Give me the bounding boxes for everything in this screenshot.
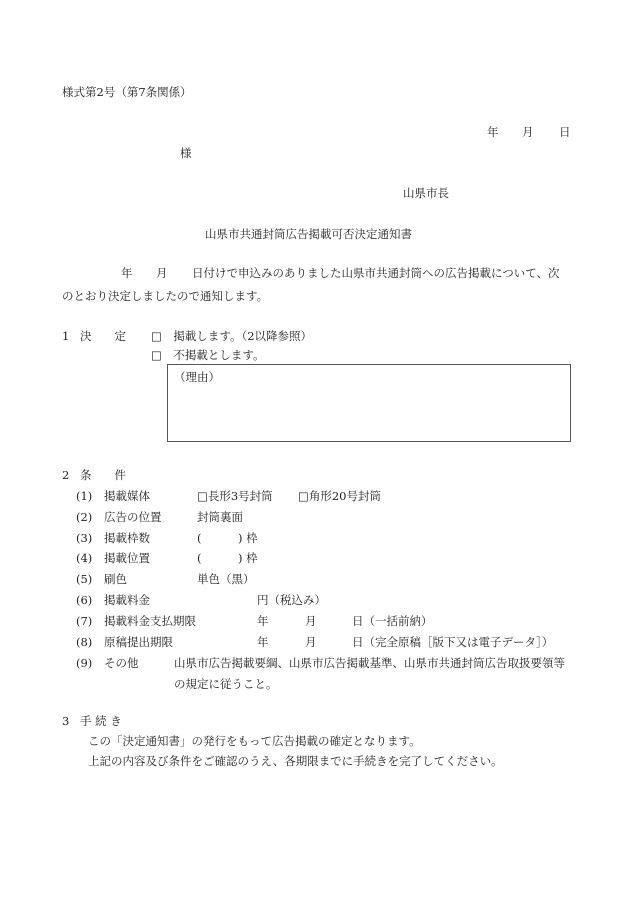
procedure-line-1: この「決定通知書」の発行をもって広告掲載の確定となります。	[88, 734, 421, 748]
cond-label: 刷色	[104, 572, 127, 586]
section2-heading: 条 件	[80, 468, 126, 482]
cond-paren-open: (	[197, 531, 202, 545]
section1-heading: 決 定	[80, 329, 126, 343]
cond-label: その他	[104, 656, 139, 670]
cond-value: 山県市広告掲載要綱、山県市広告掲載基準、山県市共通封筒広告取扱要領等	[174, 656, 565, 670]
cond-value: 封筒裏面	[197, 510, 243, 524]
option-publish-checkbox[interactable]: □ 掲載します。（2以降参照）	[151, 329, 313, 343]
option-not-publish-checkbox[interactable]: □ 不掲載とします。	[151, 348, 265, 362]
cond-num: (8)	[76, 635, 93, 649]
section1-number: 1	[62, 329, 70, 343]
cond-label: 掲載料金支払期限	[104, 614, 196, 628]
reason-label: （理由）	[174, 370, 220, 384]
cond-day: 日（完全原稿［版下又は電子データ］）	[352, 635, 554, 649]
cond-value-cont: の規定に従うこと。	[174, 677, 278, 691]
cond-label: 掲載料金	[104, 593, 150, 607]
intro-year: 年	[121, 266, 133, 280]
media-kaku20-checkbox[interactable]: □角形20号封筒	[298, 489, 381, 503]
cond-year: 年	[257, 635, 269, 649]
document-title: 山県市共通封筒広告掲載可否決定通知書	[205, 227, 412, 241]
date-month: 月	[522, 125, 534, 139]
cond-label: 広告の位置	[104, 510, 162, 524]
issuer: 山県市長	[403, 186, 449, 200]
cond-num: (7)	[76, 614, 93, 628]
cond-label: 掲載媒体	[104, 489, 150, 503]
cond-value: 円（税込み）	[257, 593, 326, 607]
cond-num: (5)	[76, 572, 93, 586]
section3-number: 3	[62, 714, 70, 728]
section3-heading: 手 続 き	[80, 714, 122, 728]
cond-num: (1)	[76, 489, 93, 503]
form-number: 様式第2号（第7条関係）	[62, 85, 192, 99]
intro-month: 月	[156, 266, 168, 280]
addressee-suffix: 様	[180, 146, 192, 160]
cond-paren-close: ) 枠	[238, 531, 258, 545]
cond-label: 掲載位置	[104, 551, 150, 565]
media-long3-checkbox[interactable]: □長形3号封筒	[197, 489, 273, 503]
procedure-line-2: 上記の内容及び条件をご確認のうえ、各期限までに手続きを完了してください。	[88, 754, 503, 768]
cond-month: 月	[305, 614, 317, 628]
section2-number: 2	[62, 468, 70, 482]
cond-paren-open: (	[197, 551, 202, 565]
cond-day: 日（一括前納）	[352, 614, 433, 628]
intro-line-2: のとおり決定しましたので通知します。	[62, 289, 269, 303]
date-day: 日	[559, 125, 571, 139]
cond-num: (2)	[76, 510, 93, 524]
cond-value: 単色（黒）	[197, 572, 255, 586]
cond-paren-close: ) 枠	[238, 551, 258, 565]
cond-label: 原稿提出期限	[104, 635, 173, 649]
date-year: 年	[487, 125, 499, 139]
reason-box[interactable]	[167, 364, 571, 442]
cond-num: (9)	[76, 656, 93, 670]
cond-label: 掲載枠数	[104, 531, 150, 545]
cond-year: 年	[257, 614, 269, 628]
cond-month: 月	[305, 635, 317, 649]
cond-num: (6)	[76, 593, 93, 607]
intro-line-1: 日付けで申込みのありました山県市共通封筒への広告掲載について、次	[192, 266, 560, 280]
cond-num: (3)	[76, 531, 93, 545]
cond-num: (4)	[76, 551, 93, 565]
